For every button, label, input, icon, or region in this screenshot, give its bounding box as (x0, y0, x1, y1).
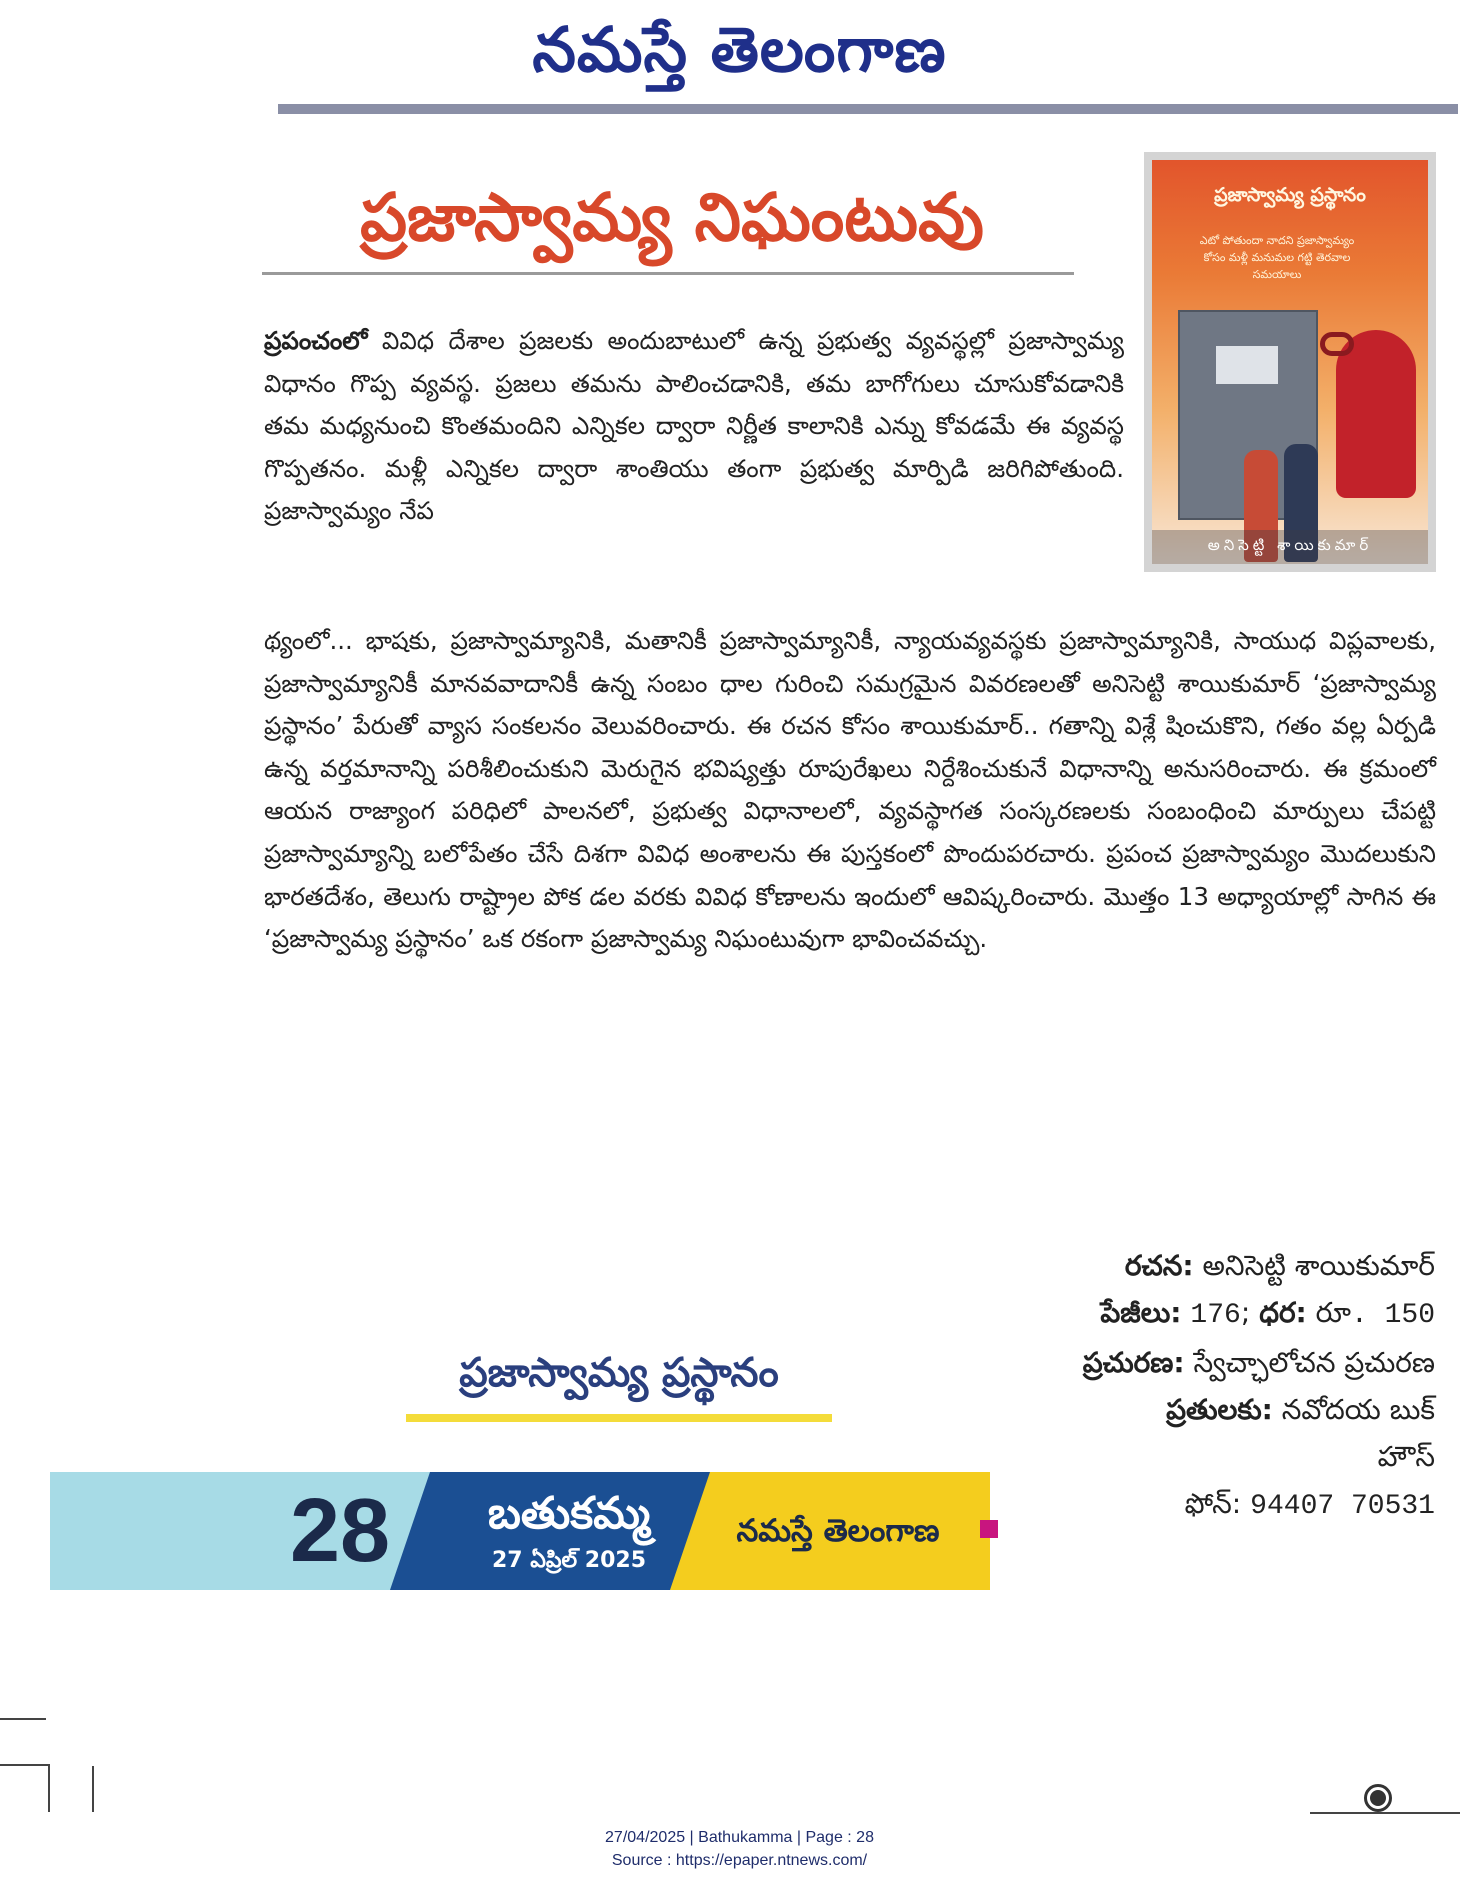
credit-publisher-label: ప్రచురణ: (1082, 1346, 1185, 1379)
article-text-part1: వివిధ దేశాల ప్రజలకు అందుబాటులో ఉన్న ప్రభుత్వ వ్యవస్థల్లో ప్రజాస్వామ్య విధానం గొప్ప వ్యవస్థ. ప్రజలు తమను పాలించడానికి, తమ బాగోగులు చూసుకోవడానికి తమ మధ్యనుంచి కొంతమందిని ఎన్నికల ద్వారా నిర్ణీత కాలానికి ఎన్ను కోవడమే ఈ వ్యవస్థ గొప్పతనం. మళ్లీ ఎన్నికల ద్వారా శాంతియు తంగా ప్రభుత్వ మార్పిడి జరిగిపోతుంది. ప్రజాస్వామ్యం నేప (264, 326, 1124, 526)
page-number: 28 (289, 1481, 391, 1581)
article-body-top (264, 320, 1124, 620)
credit-price-label: ధర: (1259, 1296, 1307, 1329)
cover-author: అనిసెట్టి శాయికుమార్ (1207, 536, 1373, 554)
crop-mark (92, 1766, 94, 1812)
broken-chain-icon (1320, 332, 1354, 356)
cover-title: ప్రజాస్వామ్య ప్రస్థానం (1214, 184, 1366, 206)
paper-name: నమస్తే తెలంగాణ (736, 1513, 940, 1549)
credit-copies-label: ప్రతులకు: (1166, 1393, 1273, 1426)
section-name: బతుకమ్మ (487, 1488, 651, 1539)
article-body-main: థ్యంలో... భాషకు, ప్రజాస్వామ్యానికి, మతానికీ ప్రజాస్వామ్యానికీ, న్యాయవ్యవస్థకు ప్రజాస్వామ్యానికి, సాయుధ విప్లవాలకు, ప్రజాస్వామ్యానికీ మానవవాదానికీ ఉన్న సంబం ధాల గురించి సమగ్రమైన వివరణలతో అనిసెట్టి శాయికుమార్ ‘ప్రజాస్వామ్య ప్రస్థానం’ పేరుతో వ్యాస సంకలనం వెలువరించారు. ఈ రచన కోసం శాయికుమార్.. గతాన్ని విశ్లే షించుకొని, గతం వల్ల ఏర్పడి ఉన్న వర్తమానాన్ని పరిశీలించుకుని మెరుగైన భవిష్యత్తు రూపురేఖలు నిర్దేశించుకునే విధానాన్ని అనుసరించారు. ఈ క్రమంలో ఆయన రాజ్యాంగ పరిధిలో పాలనలో, ప్రభుత్వ విధానాలలో, వ్యవస్థాగత సంస్కరణలకు సంబంధించి మార్పులు చేపట్టి ప్రజాస్వామ్యాన్ని బలోపేతం చేసే దిశగా వివిధ అంశాలను ఈ పుస్తకంలో పొందుపరచారు. ప్రపంచ ప్రజాస్వామ్యం మొదలుకుని భారతదేశం, తెలుగు రాష్ట్రాల పోక డల వరకు వివిధ కోణాలను ఇందులో ఆవిష్కరించారు. మొత్తం 13 అధ్యాయాల్లో సాగిన ఈ ‘ప్రజాస్వామ్య ప్రస్థానం’ ఒక రకంగా ప్రజాస్వామ్య నిఘంటువుగా భావించవచ్చు. (264, 626, 1436, 954)
page-footer-info: 27/04/2025 | Bathukamma | Page : 28 (605, 1829, 874, 1846)
masthead-divider (278, 104, 1458, 114)
credit-copies-value: నవోదయ బుక్ (1281, 1393, 1435, 1426)
book-credits (945, 1242, 1435, 1530)
credit-author-value: అనిసెట్టి శాయికుమార్ (1202, 1249, 1435, 1282)
credit-copies (945, 1386, 1435, 1433)
book-title: ప్రజాస్వామ్య ప్రస్థానం (459, 1350, 779, 1396)
page-footer-source: Source : https://epaper.ntnews.com/ (611, 1852, 868, 1869)
section-footer-band (50, 1472, 990, 1590)
crop-mark (1310, 1812, 1460, 1814)
credit-publisher-value: స్వేచ్ఛాలోచన ప్రచురణ (1193, 1346, 1435, 1379)
page-footer (0, 1826, 1479, 1872)
headline-divider (262, 272, 1074, 275)
cover-tagline: ఎటో పోతుందా నాదని ప్రజాస్వామ్యం కోసం మళ్లీ మనుమల గట్టి తెరవాల సమయాలు (1199, 234, 1355, 281)
credit-pages-value: 176 (1190, 1300, 1241, 1331)
credit-pages-price: పేజీలు: 176; ధర: రూ. 150 (1100, 1296, 1435, 1331)
credit-phone-label: ఫోన్: (1184, 1487, 1242, 1520)
credit-phone (945, 1480, 1435, 1530)
article-lead-word: ప్రపంచంలో (264, 326, 368, 355)
credit-pages-label: పేజీలు: (1100, 1296, 1182, 1329)
credit-publisher (945, 1339, 1435, 1386)
credit-author (945, 1242, 1435, 1289)
band-marker-square (980, 1520, 998, 1538)
credit-copies-line2: హౌస్ (1377, 1440, 1435, 1473)
article-headline: ప్రజాస్వామ్య నిఘంటువు (360, 179, 984, 256)
credit-author-label: రచన: (1124, 1249, 1194, 1282)
credit-phone-value: 94407 70531 (1250, 1491, 1435, 1522)
book-title-underline (406, 1414, 832, 1422)
crop-mark (0, 1764, 50, 1766)
raised-fist-icon (1336, 330, 1416, 498)
credit-price-value: రూ. 150 (1315, 1300, 1435, 1331)
registration-mark-icon (1364, 1784, 1392, 1812)
cover-plaque (1216, 346, 1278, 384)
crop-mark (0, 1718, 46, 1720)
book-cover-image (1144, 152, 1436, 572)
masthead-title: నమస్తే తెలంగాణ (532, 13, 947, 86)
crop-mark (48, 1764, 50, 1812)
issue-date: 27 ఏప్రిల్ 2025 (491, 1548, 647, 1573)
